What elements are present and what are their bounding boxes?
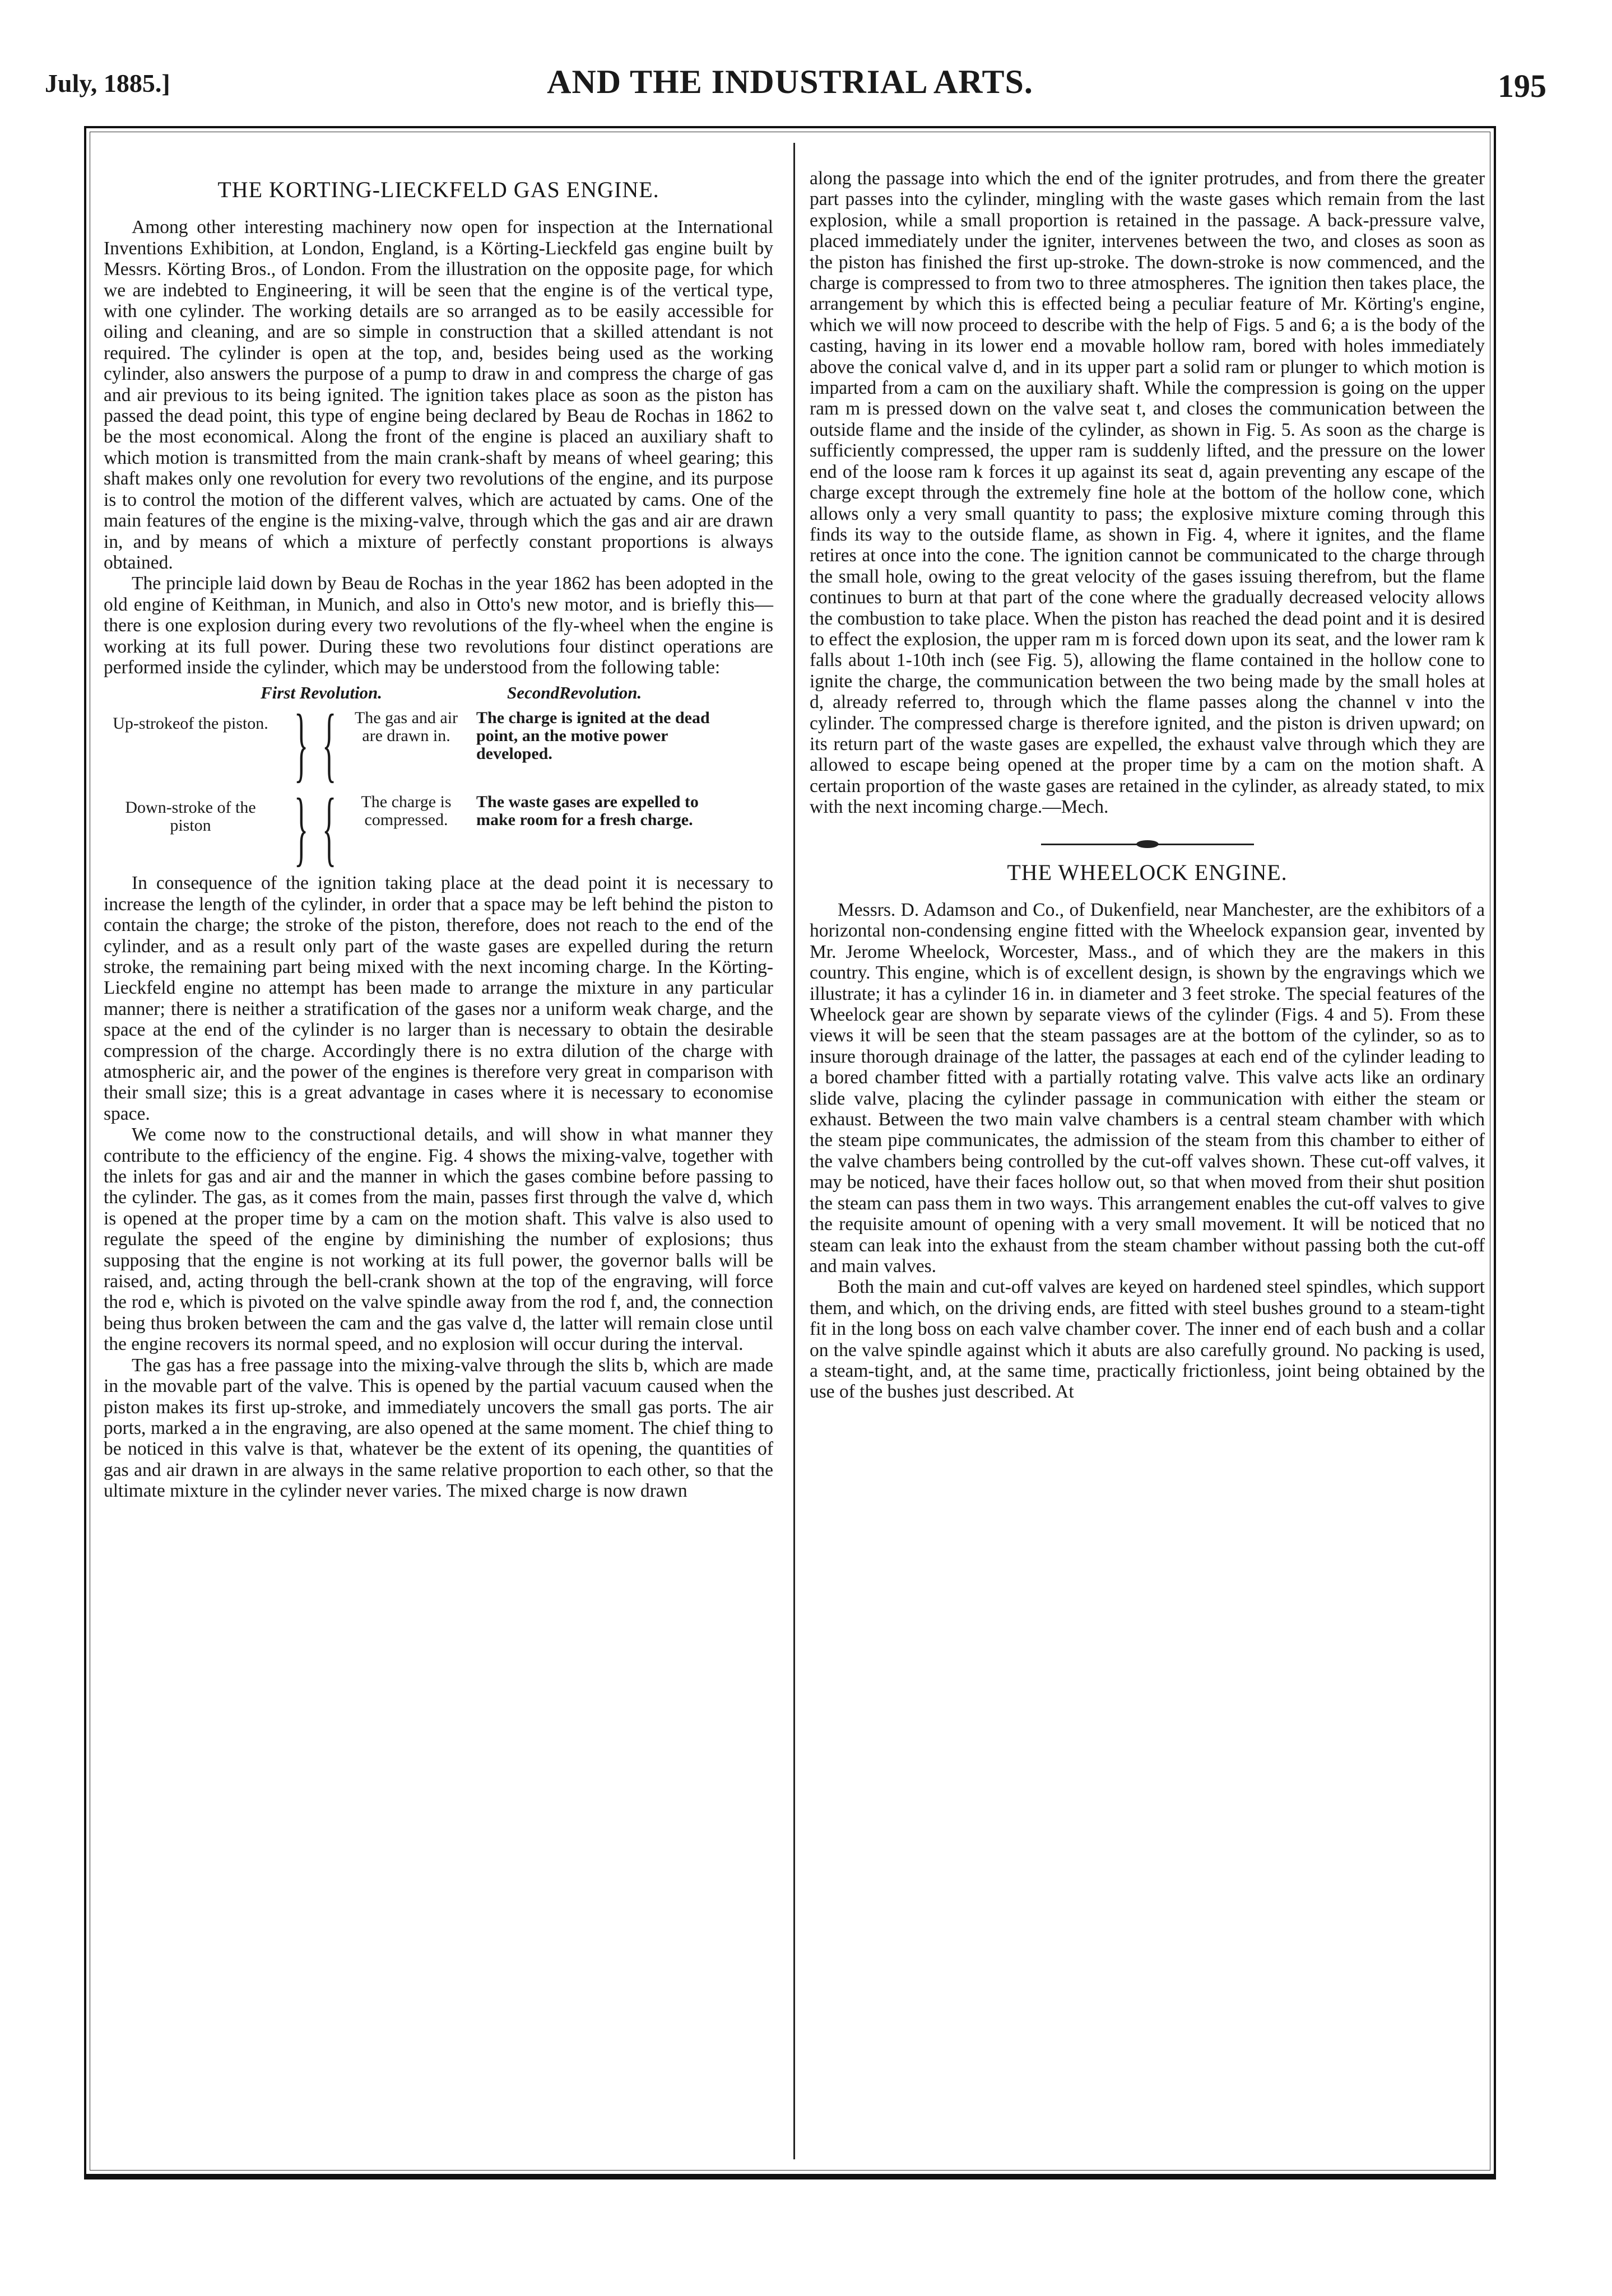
ornament-divider xyxy=(1041,844,1254,845)
brace-icon: { xyxy=(322,697,337,791)
table-row xyxy=(104,781,773,875)
paragraph: The gas has a free passage into the mixing-valve through the slits b, which are made in the movable part of the valve. This is opened by the partial vacuum caused when the piston makes its first up-stroke, and immediately uncovers the small gas ports. The air ports, marked a in the engraving, are also opened at the same moment. The chief thing to be noticed in this valve is that, whatever be the extent of its opening, the quantities of gas and air drawn in are always in the same relative proportion to each other, so that the ultimate mixture in the cylinder never varies. The mixed charge is now drawn xyxy=(104,1354,773,1502)
paragraph: Both the main and cut-off valves are keyed on hardened steel spindles, which support them, and which, on the driving ends, are fitted with steel bushes ground to a steam-tight fit in the long boss on each valve chamber cover. The inner end of each bush and a collar on the valve spindle against which it abuts are also carefully ground. No packing is used, a steam-tight, and, at the same time, practically frictionless, joint being obtained by the use of the bushes just described. At xyxy=(810,1277,1485,1403)
article-title-korting: THE KORTING-LIECKFELD GAS ENGINE. xyxy=(217,177,659,202)
paragraph: We come now to the constructional details, and will show in what manner they contribute to the efficiency of the engine. Fig. 4 shows the mixing-valve, together with the inlets for gas and air and the manner in which the gases combine before passing to the cylinder. The gas, as it comes from the main, passes first through the valve d, which is opened at the proper time by a cam on the motion shaft. This valve is also used to regulate the speed of the engine by diminishing the number of explosions; thus supposing that the engine is not working at its full power, the governor balls will be raised, and, acting through the bell-crank shown at the top of the engraving, will force the rod e, which is pivoted on the valve spindle away from the rod f, and, the connection being thus broken between the cam and the gas valve d, the latter will remain close until the engine recovers its normal speed, and no explosion will occur during the interval. xyxy=(104,1124,773,1355)
first-revolution-cell: The gas and air are drawn in. xyxy=(354,709,458,746)
running-head xyxy=(34,63,1546,113)
second-revolution-cell: The waste gases are expelled to make room for a fresh charge. xyxy=(476,793,699,830)
brace-icon: } xyxy=(294,781,309,875)
paragraph: Messrs. D. Adamson and Co., of Dukenfield, near Manchester, are the exhibitors of a horizontal non-condensing engine fitted with the Wheelock expansion gear, invented by Mr. Jerome Wheelock, Worcester, Mass., and of which they are the makers in this country. This engine, which is of excellent design, is shown by the engravings which we illustrate; it has a cylinder 16 in. in diameter and 3 feet stroke. The special features of the Wheelock gear are shown by separate views of the cylinder (Figs. 4 and 5). From these views it will be seen that the steam passages are at the bottom of the cylinder, so as to insure thorough drainage of the latter, the passages at each end of the cylinder leading to a bored chamber fitted with a partially rotating valve. This valve acts like an ordinary slide valve, placing the cylinder passage in communication with either the steam or exhaust. Between the two main valve chambers is a central steam chamber with which the steam pipe communicates, the admission of the steam from this chamber to either of the valve chambers being controlled by the cut-off valves shown. These cut-off valves, it may be noticed, have their faces hollow out, so that when moved from their shut position the steam can pass them in two ways. This arrangement enables the cut-off valves to give the requisite amount of opening with a very small movement. It will be noticed that no steam can leak into the exhaust from the steam chamber without passing both the cut-off and main valves. xyxy=(810,900,1485,1277)
table-row xyxy=(104,697,773,791)
brace-icon: { xyxy=(322,781,337,875)
journal-title: AND THE INDUSTRIAL ARTS. xyxy=(547,63,1033,100)
table-head-second: SecondRevolution. xyxy=(507,683,642,703)
table-header xyxy=(104,678,773,705)
right-column xyxy=(810,168,1485,1403)
table-head-first: First Revolution. xyxy=(261,683,383,703)
first-revolution-cell: The charge is compressed. xyxy=(361,793,452,830)
second-revolution-cell: The charge is ignited at the dead point, an the motive power developed. xyxy=(476,709,710,763)
issue-date: July, 1885.] xyxy=(45,69,170,97)
article-title-wheelock: THE WHEELOCK ENGINE. xyxy=(1007,859,1288,885)
left-column xyxy=(104,160,773,1502)
paragraph: Among other interesting machinery now open for inspection at the International Inventions Exhibition, at London, England, is a Körting-Lieckfeld gas engine built by Messrs. Körting Bros., of London. From the illustration on the opposite page, for which we are indebted to Engineering, it will be seen that the engine is of the vertical type, with one cylinder. The working details are so arranged as to be easily accessible for oiling and cleaning, and are so simple in construction that a skilled attendant is not required. The cylinder is open at the top, and, besides being used as the working cylinder, also answers the purpose of a pump to draw in and compress the charge of gas and air previous to its being ignited. The ignition takes place as soon as the piston has passed the dead point, this type of engine being declared by Beau de Rochas in 1862 to be the most economical. Along the front of the engine is placed an auxiliary shaft to which motion is transmitted from the main crank-shaft by means of wheel gearing; this shaft makes only one revolution for every two revolutions of the engine, and its purpose is to control the motion of the different valves, which are actuated by cams. One of the main features of the engine is the mixing-valve, through which the gas and air are drawn in, and by means of which a mixture of perfectly constant proportions is always obtained. xyxy=(104,217,773,573)
revolution-table xyxy=(104,678,773,873)
brace-icon: } xyxy=(294,697,309,791)
paragraph: The principle laid down by Beau de Rochas in the year 1862 has been adopted in the old engine of Keithman, in Munich, and also in Otto's new motor, and is briefly this—there is one explosion during every two revolutions of the fly-wheel when the engine is working at its full power. During these two revolutions four distinct operations are performed inside the cylinder, which may be understood from the following table: xyxy=(104,573,773,678)
row-label: Down-stroke of the piston xyxy=(125,798,256,835)
column-divider xyxy=(793,143,795,2159)
bottom-rule xyxy=(84,2176,1496,2179)
row-label: Up-strokeof the piston. xyxy=(113,714,268,733)
paragraph: along the passage into which the end of the igniter protrudes, and from there the greater part passes into the cylinder, mingling with the waste gases which remain from the last explosion, while a small proportion is retained in the passage. A back-pressure valve, placed immediately under the igniter, intervenes between the two, and closes as soon as the piston has finished the first up-stroke. The down-stroke is now commenced, and the charge is compressed to from two to three atmospheres. The ignition then takes place, the arrangement by which this is effected being a peculiar feature of Mr. Körting's engine, which we will now proceed to describe with the help of Figs. 5 and 6; a is the body of the casting, having in its lower end a movable hollow ram, bored with holes immediately above the conical valve d, and in its upper part a solid ram or plunger to which motion is imparted from a cam on the auxiliary shaft. While the compression is going on the upper ram m is pressed down on the valve seat t, and closes the communication between the outside flame and the inside of the cylinder, as shown in Fig. 5. As soon as the charge is sufficiently compressed, the upper ram is suddenly lifted, and the pressure on the lower end of the loose ram k forces it up against its seat d, again preventing any escape of the charge except through the extremely fine hole at the bottom of the hollow cone, which allows only a very small quantity to pass; the explosive mixture coming through this finds its way to the outside flame, as shown in Fig. 4, where it ignites, and the flame retires at once into the cone. The ignition cannot be communicated to the charge through the small hole, owing to the great velocity of the gases issuing therefrom, but the flame continues to burn at that part of the cone where the gradually decreased velocity allows the combustion to take place. When the piston has reached the dead point and it is desired to effect the explosion, the upper ram m is forced down upon its seat, and the lower ram k falls about 1-10th inch (see Fig. 5), allowing the flame contained in the hollow cone to ignite the charge, the communication between the two being made by the small holes at d, already referred to, through which the flame passes along the channel v into the cylinder. The compressed charge is therefore ignited, and the piston is driven upward; on its return part of the waste gases are expelled, the exhaust valve through which they are allowed to escape being opened at the proper time by a cam on the motion shaft. A certain proportion of the waste gases are retained in the cylinder, as already stated, to mix with the next incoming charge.—Mech. xyxy=(810,168,1485,818)
paragraph: In consequence of the ignition taking place at the dead point it is necessary to increase the length of the cylinder, in order that a space may be left behind the piston to contain the charge; the stroke of the piston, therefore, does not reach to the end of the cylinder, and as a result only part of the waste gases are expelled during the return stroke, the remaining part being mixed with the next incoming charge. In the Körting-Lieckfeld engine no attempt has been made to arrange the mixture in any particular manner; there is neither a stratification of the gases nor a uniform weak charge, and the space at the end of the cylinder is no larger than is necessary to obtain the desirable compression of the charge. Accordingly there is no extra dilution of the charge with atmospheric air, and the power of the engines is therefore very great in comparison with their small size; this is a great advantage in cases where it is necessary to economise space. xyxy=(104,873,773,1124)
page-number: 195 xyxy=(1498,68,1546,104)
